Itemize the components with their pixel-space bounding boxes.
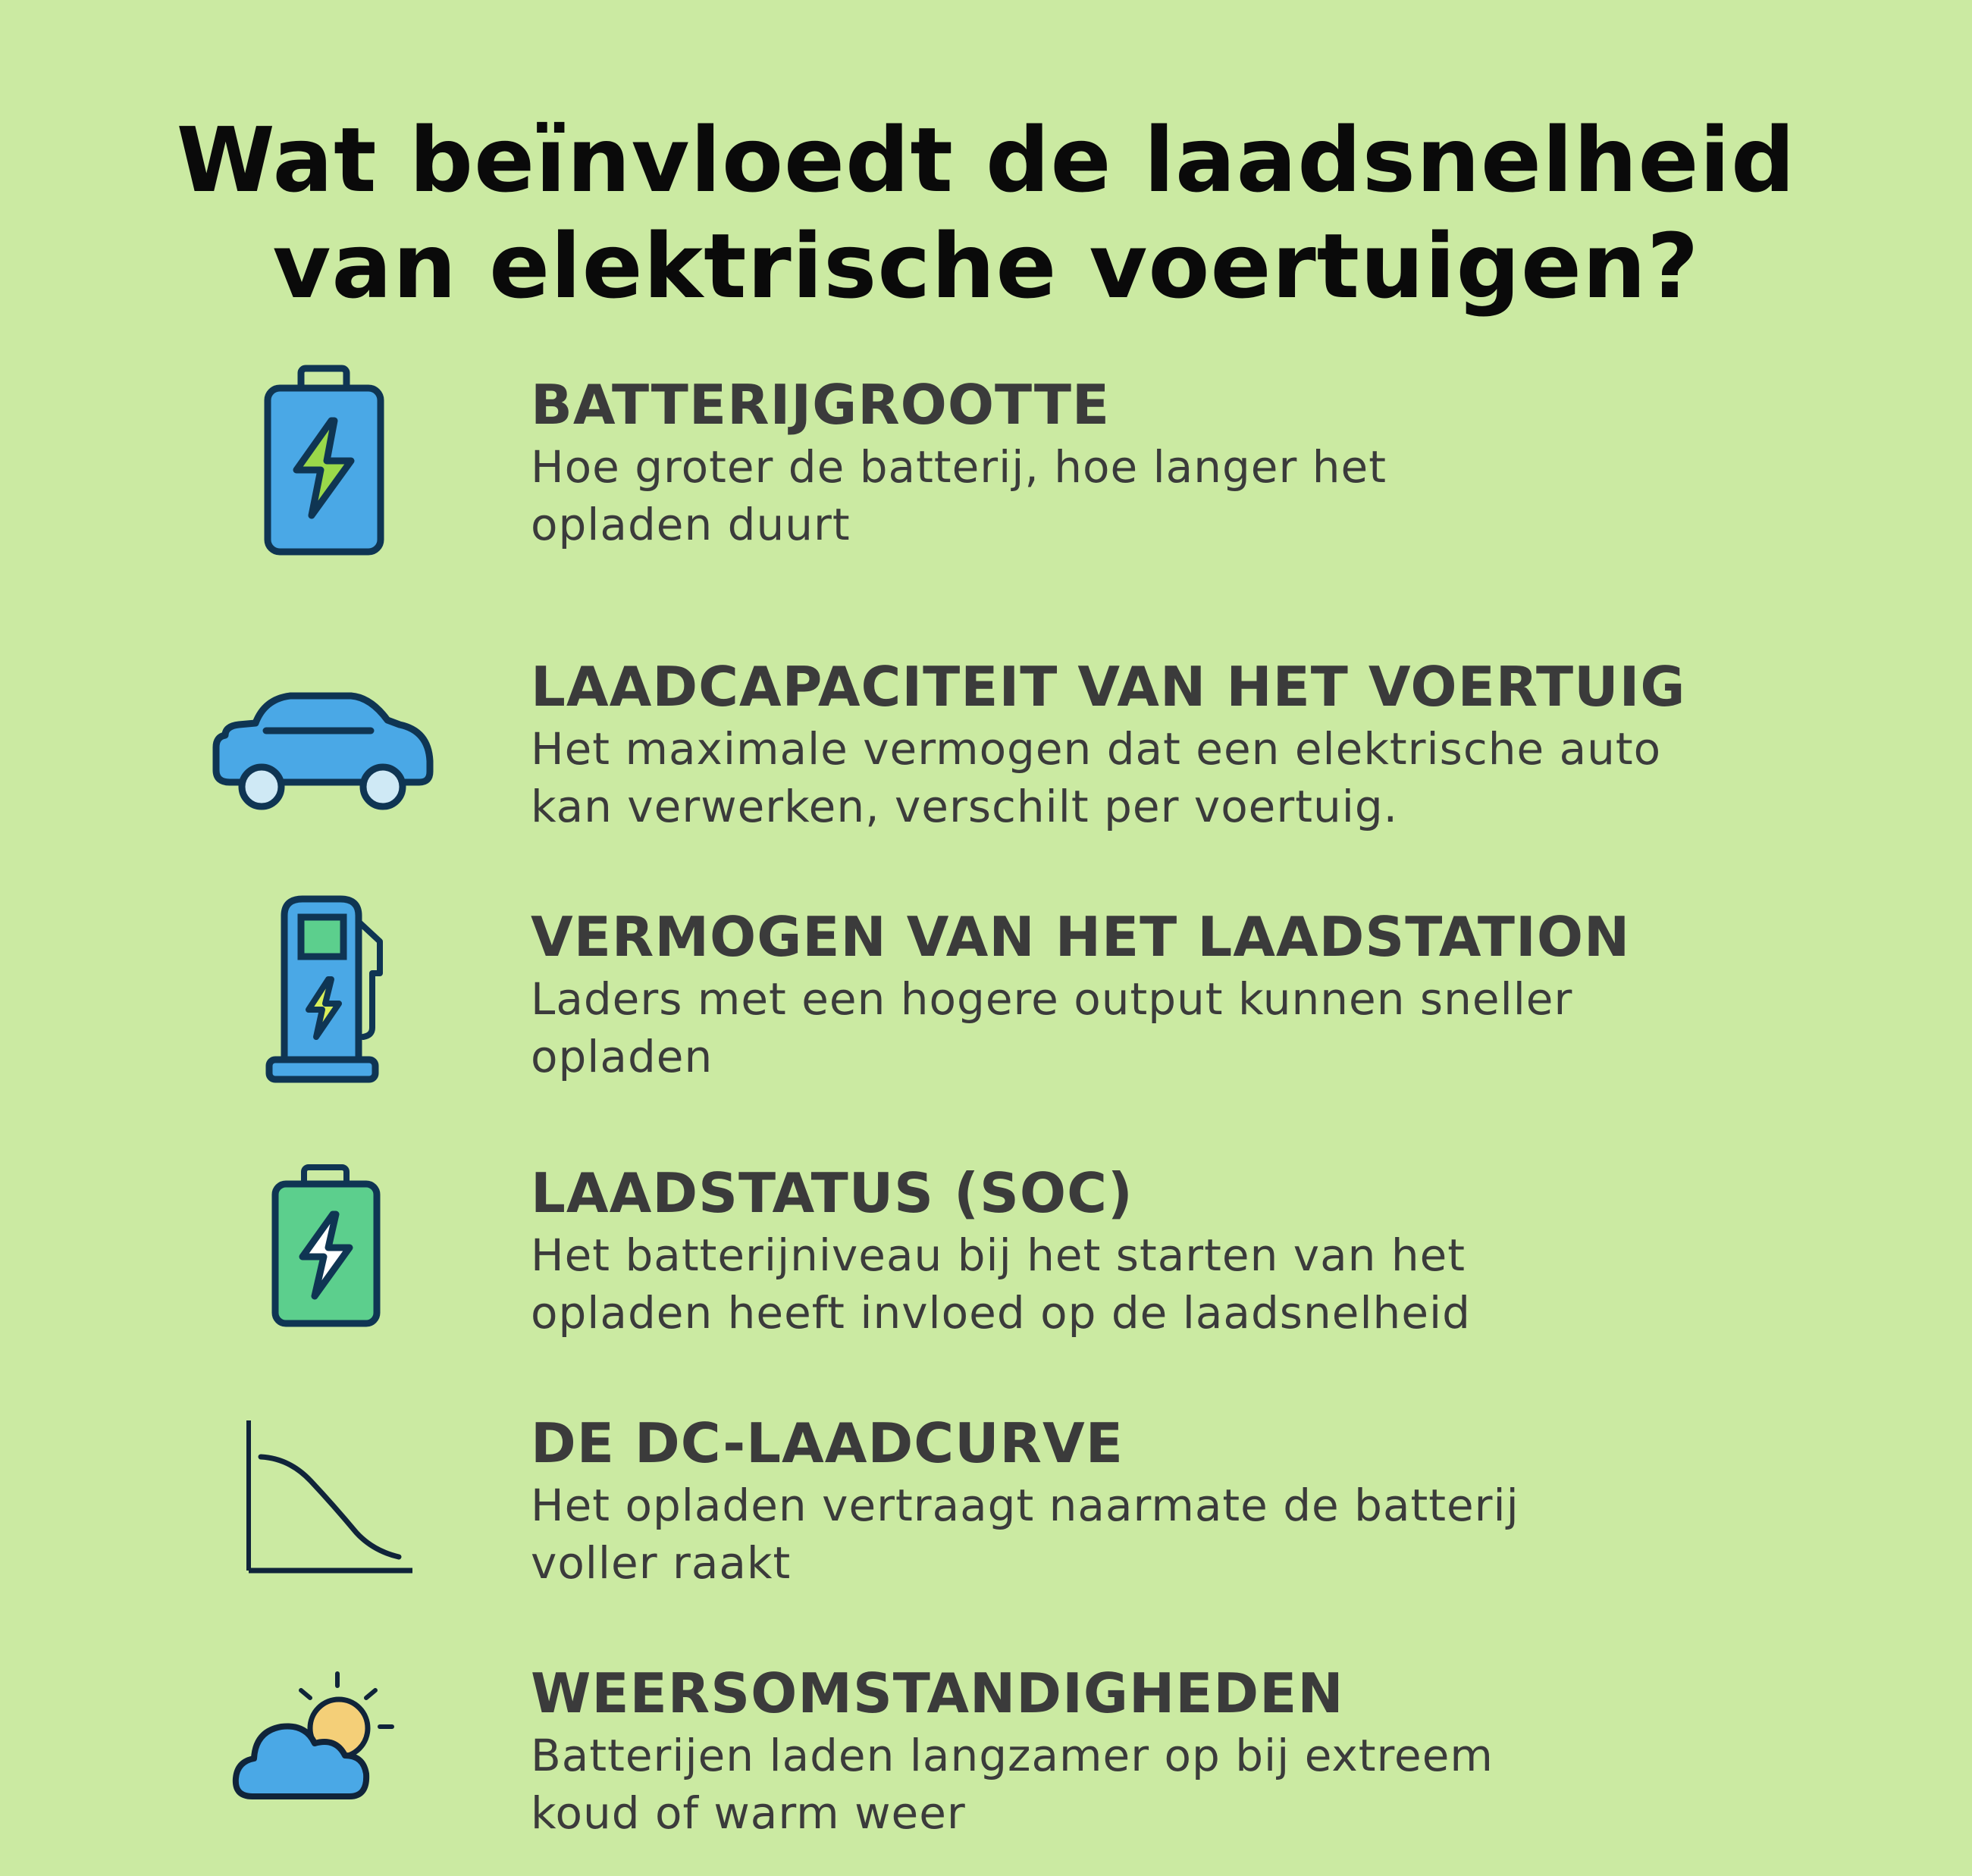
charging-curve-icon bbox=[243, 1417, 417, 1580]
factor-heading: LAADSTATUS (SOC) bbox=[531, 1161, 1133, 1225]
factor-description-line: opladen duurt bbox=[531, 499, 851, 550]
factor-description-line: voller raakt bbox=[531, 1537, 792, 1589]
factor-description-line: Het opladen vertraagt naarmate de batterij bbox=[531, 1480, 1519, 1531]
factor-description-line: koud of warm weer bbox=[531, 1787, 966, 1839]
factor-text bbox=[531, 653, 1685, 835]
factor-text bbox=[531, 1660, 1494, 1842]
factor-description-line: Het maximale vermogen dat een elektrische auto bbox=[531, 723, 1662, 775]
factor-text bbox=[531, 904, 1630, 1085]
factor-text bbox=[531, 371, 1387, 553]
factor-description-line: opladen bbox=[531, 1031, 713, 1082]
factor-description-line: Hoe groter de batterij, hoe langer het bbox=[531, 441, 1387, 493]
factor-description-line: opladen heeft invloed op de laadsnelheid bbox=[531, 1287, 1471, 1339]
title-line-2: van elektrische voertuigen? bbox=[272, 214, 1700, 319]
factor-text bbox=[531, 1410, 1519, 1592]
weather-cloud-sun-icon bbox=[231, 1668, 406, 1804]
factor-heading: BATTERIJGROOTTE bbox=[531, 373, 1111, 437]
factor-description-line: kan verwerken, verschilt per voertuig. bbox=[531, 781, 1399, 832]
factor-heading: DE DC-LAADCURVE bbox=[531, 1411, 1124, 1475]
page-title bbox=[0, 107, 1972, 319]
title-line-1: Wat beïnvloedt de laadsnelheid bbox=[176, 108, 1796, 213]
battery-charging-icon bbox=[262, 364, 387, 557]
factor-description-line: Het batterijniveau bij het starten van het bbox=[531, 1229, 1466, 1281]
battery-soc-icon bbox=[269, 1163, 383, 1329]
factor-heading: WEERSOMSTANDIGHEDEN bbox=[531, 1661, 1344, 1725]
factor-heading: LAADCAPACITEIT VAN HET VOERTUIG bbox=[531, 655, 1686, 719]
factor-heading: VERMOGEN VAN HET LAADSTATION bbox=[531, 905, 1631, 969]
factor-description-line: Batterijen laden langzamer op bij extreem bbox=[531, 1730, 1494, 1781]
charging-station-icon bbox=[262, 894, 398, 1088]
factor-description-line: Laders met een hogere output kunnen sneller bbox=[531, 973, 1573, 1025]
factor-text bbox=[531, 1160, 1471, 1342]
car-icon bbox=[208, 682, 436, 811]
